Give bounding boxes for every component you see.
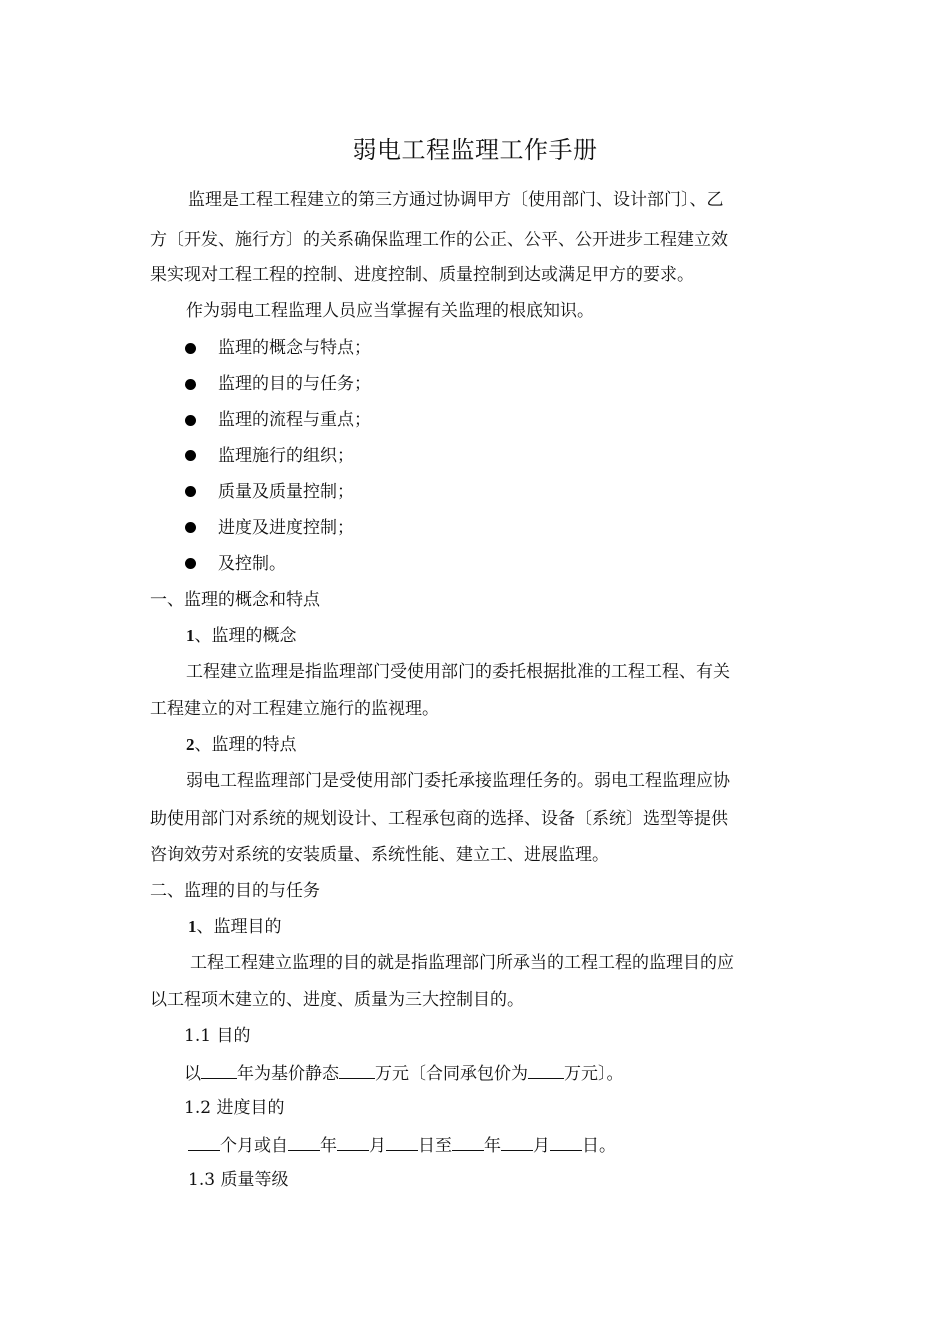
fill-text: 日。 (582, 1136, 616, 1156)
list-item-label: 监理的概念与特点； (218, 338, 371, 358)
bullet-icon (185, 379, 196, 390)
fill-text: 年 (320, 1136, 337, 1156)
fill-text: 万元〕。 (564, 1064, 624, 1084)
blank-field[interactable] (339, 1060, 375, 1079)
bullet-icon (185, 486, 196, 497)
subheading-label: 、监理的概念 (194, 626, 297, 646)
bullet-icon (185, 558, 196, 569)
list-item-label: 及控制。 (218, 554, 286, 574)
bullet-icon (185, 343, 196, 354)
subheading-goal (188, 915, 282, 939)
fill-text: 年为基价静态 (237, 1064, 339, 1084)
paragraph-line: 工程工程建立监理的目的就是指监理部门所承当的工程工程的监理目的应 (190, 953, 734, 973)
subheading-features (186, 733, 297, 757)
blank-field[interactable] (337, 1132, 369, 1151)
subheading-concept (186, 624, 297, 648)
fill-text: 年 (484, 1136, 501, 1156)
paragraph-line: 工程建立监理是指监理部门受使用部门的委托根据批准的工程工程、有关 (186, 662, 730, 682)
knowledge-intro: 作为弱电工程监理人员应当掌握有关监理的根底知识。 (186, 301, 594, 321)
blank-field[interactable] (550, 1132, 582, 1151)
subheading-number: 1 (186, 626, 195, 645)
list-item-label: 质量及质量控制； (218, 482, 354, 502)
item-1-1-fill-line (184, 1060, 624, 1086)
blank-field[interactable] (188, 1132, 220, 1151)
list-item-label: 监理的目的与任务； (218, 374, 371, 394)
fill-text: 月 (369, 1136, 386, 1156)
section-heading-1: 一、监理的概念和特点 (150, 590, 320, 610)
paragraph-line: 咨询效劳对系统的安装质量、系统性能、建立工、进展监理。 (150, 845, 609, 865)
blank-field[interactable] (452, 1132, 484, 1151)
fill-text: 万元〔合同承包价为 (375, 1064, 528, 1084)
subheading-number: 2 (186, 735, 195, 754)
paragraph-line: 助使用部门对系统的规划设计、工程承包商的选择、设备〔系统〕选型等提供 (150, 809, 728, 829)
paragraph-line: 弱电工程监理部门是受使用部门委托承接监理任务的。弱电工程监理应协 (186, 771, 730, 791)
bullet-icon (185, 522, 196, 533)
item-1-2-label: 1.2 进度目的 (184, 1098, 285, 1118)
list-item-label: 监理的流程与重点； (218, 410, 371, 430)
blank-field[interactable] (501, 1132, 533, 1151)
intro-line-2: 方〔开发、施行方〕的关系确保监理工作的公正、公平、公开进步工程建立效 (150, 230, 728, 250)
subheading-label: 、监理的特点 (194, 735, 297, 755)
bullet-icon (185, 415, 196, 426)
subheading-number: 1 (188, 917, 197, 936)
item-1-2-fill-line (188, 1132, 616, 1158)
fill-text: 日至 (418, 1136, 452, 1156)
item-1-3-label: 1.3 质量等级 (188, 1170, 289, 1190)
item-1-1-label: 1.1 目的 (184, 1026, 251, 1046)
blank-field[interactable] (386, 1132, 418, 1151)
list-item-label: 进度及进度控制； (218, 518, 354, 538)
blank-field[interactable] (201, 1060, 237, 1079)
fill-text: 月 (533, 1136, 550, 1156)
bullet-icon (185, 450, 196, 461)
subheading-label: 、监理目的 (196, 917, 282, 937)
fill-text: 以 (184, 1064, 201, 1084)
paragraph-line: 以工程项木建立的、进度、质量为三大控制目的。 (150, 990, 524, 1010)
fill-text: 个月或自 (220, 1136, 288, 1156)
intro-line-3: 果实现对工程工程的控制、进度控制、质量控制到达或满足甲方的要求。 (150, 265, 694, 285)
paragraph-line: 工程建立的对工程建立施行的监视理。 (150, 699, 439, 719)
document-title: 弱电工程监理工作手册 (352, 136, 598, 164)
list-item-label: 监理施行的组织； (218, 446, 354, 466)
intro-line-1: 监理是工程工程建立的第三方通过协调甲方〔使用部门、设计部门〕、乙 (188, 190, 724, 210)
blank-field[interactable] (288, 1132, 320, 1151)
blank-field[interactable] (528, 1060, 564, 1079)
section-heading-2: 二、监理的目的与任务 (150, 881, 320, 901)
